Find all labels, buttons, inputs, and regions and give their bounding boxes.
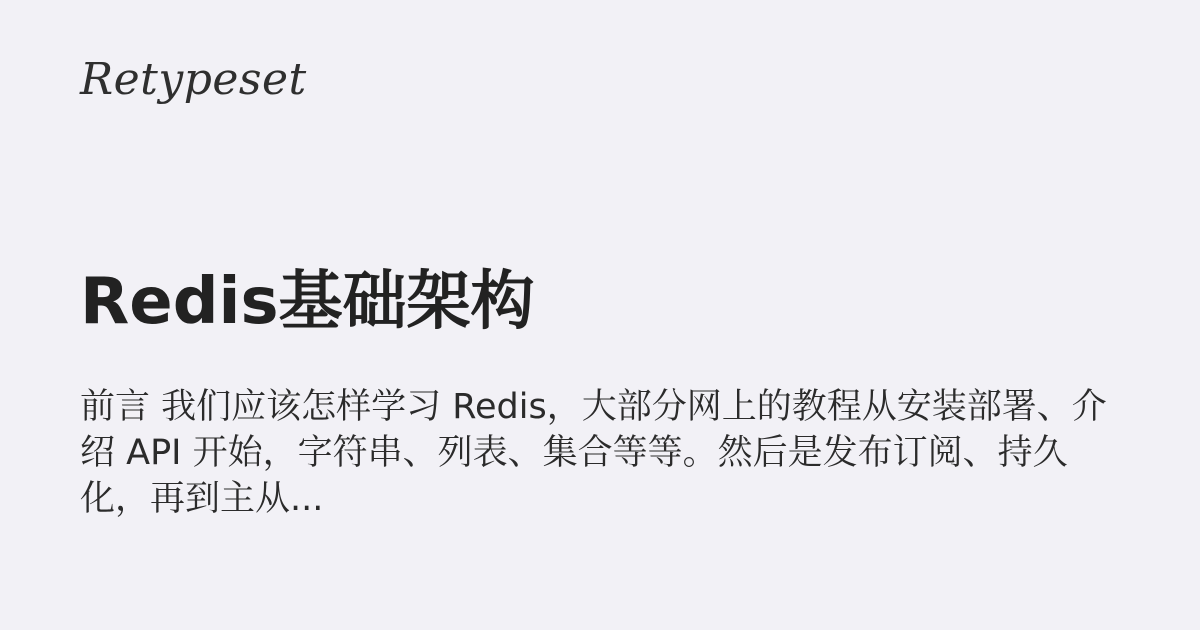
post-title: Redis基础架构 bbox=[80, 265, 535, 339]
site-logo: Retypeset bbox=[80, 54, 307, 105]
post-excerpt: 前言 我们应该怎样学习 Redis，大部分网上的教程从安装部署、介绍 API 开始，字符串、列表、集合等等。然后是发布订阅、持久化，再到主从... bbox=[80, 387, 1107, 519]
